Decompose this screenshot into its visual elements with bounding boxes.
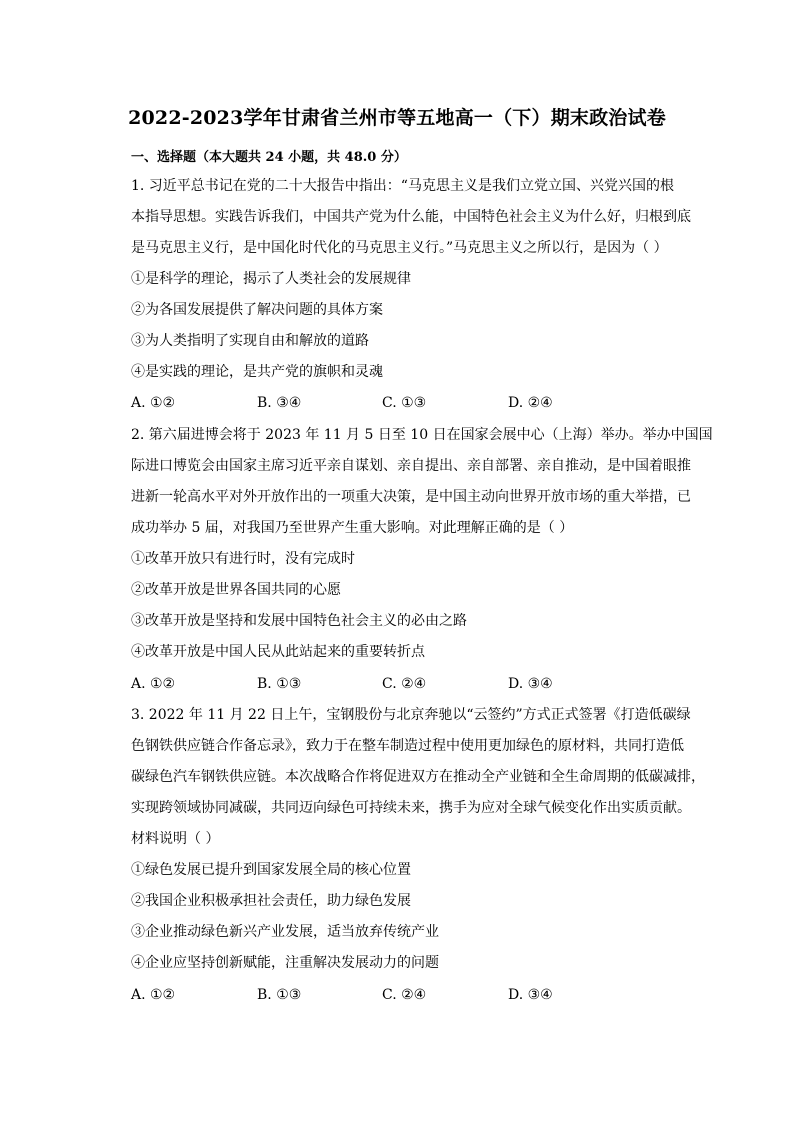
statement-3: ③企业推动绿色新兴产业发展，适当放弃传统产业 <box>131 924 439 940</box>
question-stem-line: 本指导思想。实践告诉我们，中国共产党为什么能，中国特色社会主义为什么好，归根到底 <box>131 209 691 225</box>
statement-2: ②为各国发展提供了解决问题的具体方案 <box>131 302 383 318</box>
statement-4: ④企业应坚持创新赋能，注重解决发展动力的问题 <box>131 955 439 971</box>
option-c[interactable]: C. ①③ <box>382 395 427 411</box>
option-d[interactable]: D. ②④ <box>508 395 553 411</box>
option-a[interactable]: A. ①② <box>131 395 176 411</box>
statement-4: ④是实践的理论，是共产党的旗帜和灵魂 <box>131 364 383 380</box>
option-d[interactable]: D. ③④ <box>508 676 553 692</box>
option-a[interactable]: A. ①② <box>131 987 176 1003</box>
option-c[interactable]: C. ②④ <box>382 676 427 692</box>
question-stem-line: 际进口博览会由国家主席习近平亲自谋划、亲自提出、亲自部署、亲自推动，是中国着眼推 <box>131 458 691 474</box>
option-a[interactable]: A. ①② <box>131 676 176 692</box>
question-stem-line: 色钢铁供应链合作备忘录》，致力于在整车制造过程中使用更加绿色的原材料，共同打造低 <box>131 738 684 754</box>
option-d[interactable]: D. ③④ <box>508 987 553 1003</box>
statement-1: ①改革开放只有进行时，没有完成时 <box>131 551 355 567</box>
statement-3: ③为人类指明了实现自由和解放的道路 <box>131 333 369 349</box>
question-stem-line: 材料说明（ ） <box>131 831 220 847</box>
question-stem-line: 碳绿色汽车钢铁供应链。本次战略合作将促进双方在推动全产业链和全生命周期的低碳减排， <box>131 769 705 785</box>
statement-2: ②改革开放是世界各国共同的心愿 <box>131 582 341 598</box>
answer-options <box>131 986 671 1004</box>
statement-4: ④改革开放是中国人民从此站起来的重要转折点 <box>131 644 425 660</box>
question-stem-line: 2. 第六届进博会将于 2023 年 11 月 5 日至 10 日在国家会展中心（上海）举办。举办中国国 <box>131 427 713 443</box>
option-b[interactable]: B. ①③ <box>257 676 302 692</box>
question-stem-line: 进新一轮高水平对外开放作出的一项重大决策，是中国主动向世界开放市场的重大举措，已 <box>131 489 691 505</box>
statement-1: ①是科学的理论，揭示了人类社会的发展规律 <box>131 271 411 287</box>
option-b[interactable]: B. ①③ <box>257 987 302 1003</box>
answer-options <box>131 675 671 693</box>
section-heading: 一、选择题（本大题共 24 小题，共 48.0 分） <box>131 150 407 165</box>
question-stem-line: 实现跨领域协同减碳，共同迈向绿色可持续未来，携手为应对全球气候变化作出实质贡献。 <box>131 800 691 816</box>
exam-title: 2022-2023学年甘肃省兰州市等五地高一（下）期末政治试卷 <box>128 107 666 129</box>
statement-2: ②我国企业积极承担社会责任，助力绿色发展 <box>131 893 411 909</box>
question-stem-line: 3. 2022 年 11 月 22 日上午，宝钢股份与北京奔驰以“云签约”方式正式签署《打造低碳绿 <box>131 707 691 723</box>
statement-3: ③改革开放是坚持和发展中国特色社会主义的必由之路 <box>131 613 467 629</box>
answer-options <box>131 394 671 412</box>
question-stem-line: 1. 习近平总书记在党的二十大报告中指出：“马克思主义是我们立党立国、兴党兴国的根 <box>131 178 674 194</box>
statement-1: ①绿色发展已提升到国家发展全局的核心位置 <box>131 862 411 878</box>
option-b[interactable]: B. ③④ <box>257 395 302 411</box>
question-stem-line: 是马克思主义行，是中国化时代化的马克思主义行。”马克思主义之所以行，是因为（ ） <box>131 240 668 256</box>
option-c[interactable]: C. ②④ <box>382 987 427 1003</box>
question-stem-line: 成功举办 5 届，对我国乃至世界产生重大影响。对此理解正确的是（ ） <box>131 520 574 536</box>
